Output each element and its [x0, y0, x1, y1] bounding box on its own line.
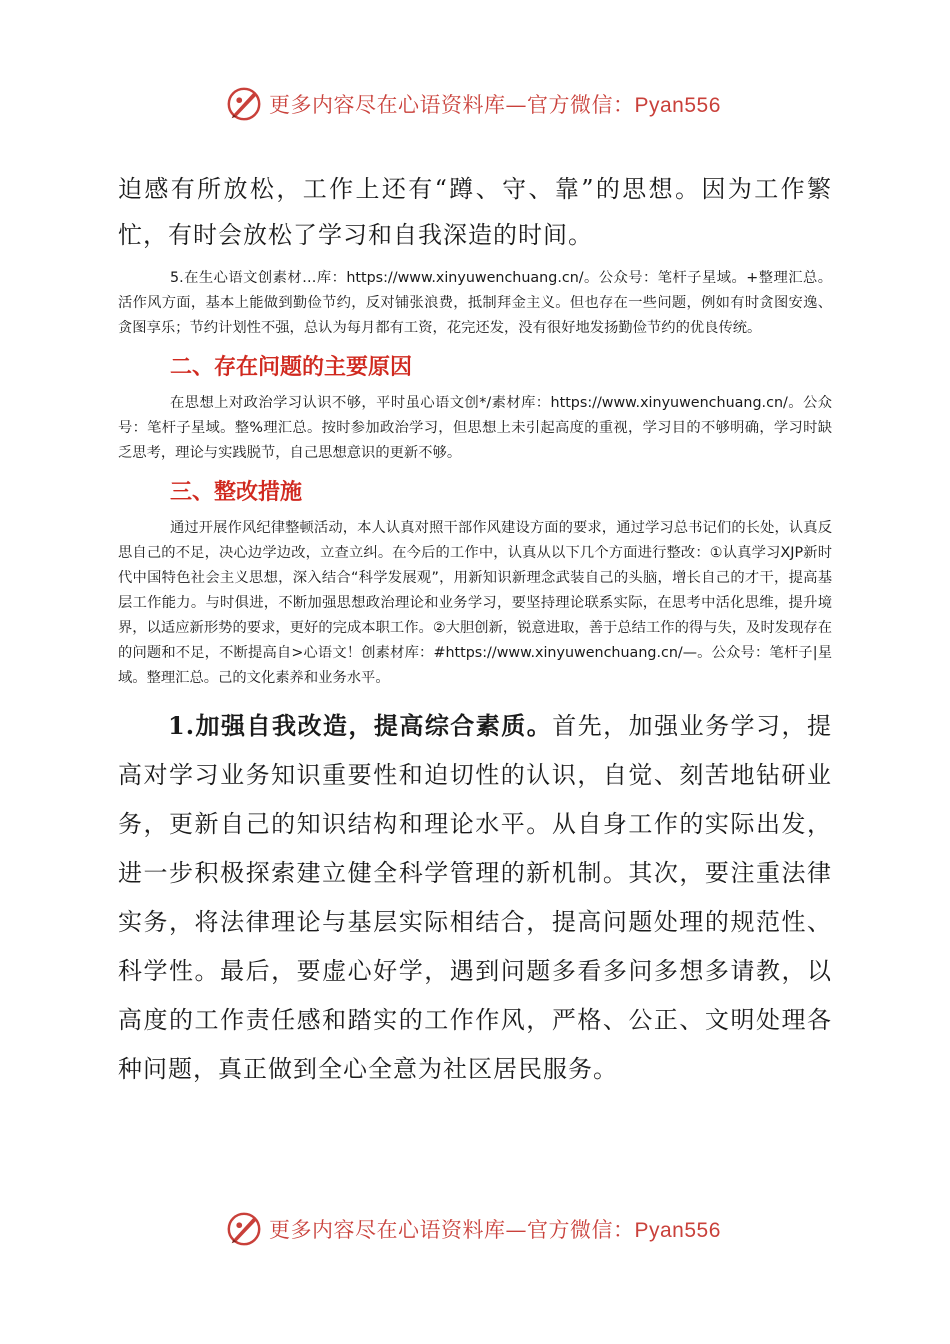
- wechat-id: Pyan556: [634, 94, 721, 117]
- wechat-id: Pyan556: [634, 1219, 721, 1242]
- paragraph-measures: 通过开展作风纪律整顿活动，本人认真对照干部作风建设方面的要求，通过学习总书记们的长处，认真反思自己的不足，决心边学边改，立查立纠。在今后的工作中，认真从以下几个方面进行整改：①认真学习XJP新时代中国特色社会主义思想，深入结合“科学发展观”，用新知识新理念武装自己的头脑，增长自己的才干，提高基层工作能力。与时俱进，不断加强思想政治理论和业务学习，要坚持理论联系实际，在思考中活化思维，提升境界，以适应新形势的要求，更好的完成本职工作。②大胆创新，锐意进取，善于总结工作的得与失，及时发现存在的问题和不足，不断提高自>心语文！创素材库：#https://www.xinyuwenchuang.cn/—。公众号：笔杆子|星域。整理汇总。己的文化素养和业务水平。: [118, 520, 832, 686]
- banner-text: 更多内容尽在心语资料库—官方微信：Pyan556: [269, 1218, 721, 1242]
- paragraph-continued: 迫感有所放松，工作上还有“蹲、守、靠”的思想。因为工作繁忙，有时会放松了学习和自我深造的时间。: [118, 175, 832, 249]
- section-heading-2: 二、存在问题的主要原因: [170, 355, 413, 380]
- document-body: [118, 166, 832, 1094]
- pen-logo-icon: [225, 1210, 263, 1248]
- measure-1-text: 首先，加强业务学习，提高对学习业务知识重要性和迫切性的认识，自觉、刻苦地钻研业务，更新自己的知识结构和理论水平。从自身工作的实际出发，进一步积极探索建立健全科学管理的新机制。其次，要注重法律实务，将法律理论与基层实际相结合，提高问题处理的规范性、科学性。最后，要虚心好学，遇到问题多看多问多想多请教，以高度的工作责任感和踏实的工作作风，严格、公正、文明处理各种问题，真正做到全心全意为社区居民服务。: [118, 712, 832, 1083]
- footer-banner: [225, 1209, 725, 1249]
- measure-1-title: 1.加强自我改造，提高综合素质。: [168, 711, 553, 740]
- paragraph-measure-1: [118, 701, 832, 1094]
- section-heading-3: 三、整改措施: [170, 480, 303, 505]
- paragraph-item-5: 5.在生心语文创素材…库：https://www.xinyuwenchuang.cn/。公众号：笔杆子星域。+整理汇总。活作风方面，基本上能做到勤俭节约，反对铺张浪费，抵制拜金主义。但也存在一些问题，例如有时贪图安逸、贪图享乐；节约计划性不强，总认为每月都有工资，花完还发，没有很好地发扬勤俭节约的优良传统。: [118, 270, 832, 336]
- paragraph-reason: 在思想上对政治学习认识不够，平时虽心语文创*/素材库：https://www.xinyuwenchuang.cn/。公众号：笔杆子星域。整%理汇总。按时参加政治学习，但思想上未引起高度的重视，学习目的不够明确，学习时缺乏思考，理论与实践脱节，自己思想意识的更新不够。: [118, 395, 832, 461]
- pen-logo-icon: [225, 85, 263, 123]
- banner-text: 更多内容尽在心语资料库—官方微信：Pyan556: [269, 93, 721, 117]
- header-banner: [225, 84, 725, 124]
